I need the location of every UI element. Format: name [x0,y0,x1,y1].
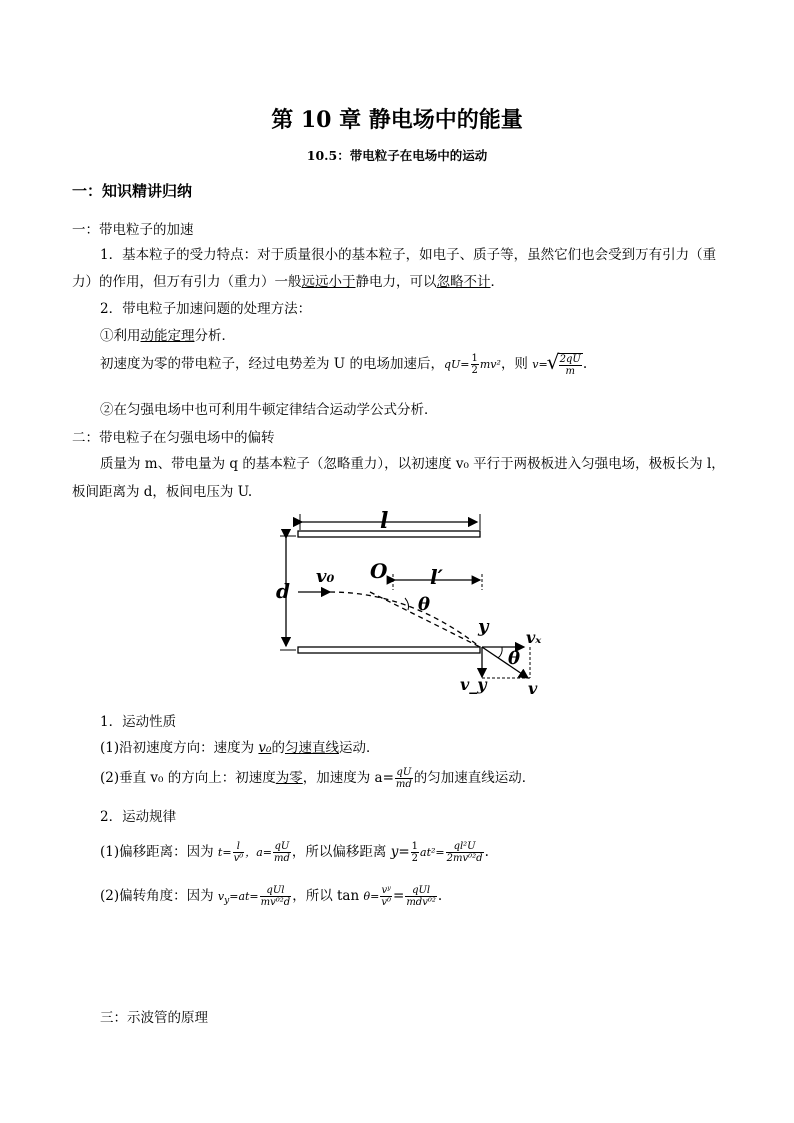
paragraph-newton: ②在匀强电场中也可利用牛顿定律结合运动学公式分析． [100,402,438,418]
label-l: l [380,508,389,534]
subheading-oscilloscope: 三：示波管的原理 [100,1010,208,1026]
paragraph-forces-1: 1．基本粒子的受力特点：对于质量很小的基本粒子，如电子、质子等，虽然它们也会受到万有引力（重 [100,247,717,263]
label-l-prime: l′ [430,565,443,589]
label-d: d [276,579,290,603]
paragraph-deflection-angle: (2)偏转角度：因为 $v_y=at=$ $\frac{\text{qUl}}{\text{mv⁰²d}}$ ，所以 tan θ= $\frac{\text{vʸ}}{\text{v⁰}}$ = $\frac{\text{qUl}}{\text{mdv⁰²}}$ . [100,885,443,908]
subheading-acceleration: 一：带电粒子的加速 [72,222,194,238]
paragraph-setup-1: 质量为 m、带电量为 q 的基本粒子（忽略重力），以初速度 v₀ 平行于两极板进入匀强电场，极板长为 l， [100,456,725,472]
paragraph-acceleration-formula: 初速度为零的带电粒子，经过电势差为 U 的电场加速后，qU= $\frac{1}{2}$ mv²，则 v= √ $\frac{2qU}{m}$ . [100,352,587,377]
paragraph-deflection-distance: (1)偏移距离：因为 t= $\frac{l}{\text{v⁰}}$ ，a= $\frac{qU}{md}$ ，所以偏移距离 y= $\frac{1}{2}$ at²= $\frac{\text{ql²U}}{\text{2mv⁰²d}}$ . [100,841,489,864]
section-heading-1: 一：知识精讲归纳 [72,182,193,200]
label-theta-2: θ [508,648,521,669]
deflection-diagram [270,500,560,700]
paragraph-method: 2．带电粒子加速问题的处理方法： [100,301,312,317]
label-v: v [528,679,538,698]
label-y: y [478,616,489,637]
paragraph-forces-2: 力）的作用，但万有引力（重力）一般远远小于静电力，可以忽略不计． [72,274,504,290]
lower-plate [298,647,480,653]
heading-motion-laws: 2．运动规律 [100,809,177,825]
label-v0: v₀ [316,566,335,587]
paragraph-setup-2: 板间距离为 d，板间电压为 U. [72,484,253,500]
upper-plate [298,531,480,537]
label-O: O [370,559,388,583]
paragraph-initial-direction: (1)沿初速度方向：速度为 v₀的匀速直线运动． [100,740,380,756]
label-theta-1: θ [418,594,431,615]
page-subtitle: 10.5：带电粒子在电场中的运动 [306,148,488,163]
subheading-deflection: 二：带电粒子在匀强电场中的偏转 [72,430,275,446]
paragraph-energy-theorem: ①利用动能定理分析． [100,328,235,344]
heading-motion-nature: 1．运动性质 [100,714,177,730]
label-vy: v_y [460,675,487,694]
paragraph-perpendicular-direction: (2)垂直 v₀ 的方向上：初速度为零，加速度为 a= $\frac{qU}{md}$ 的匀加速直线运动． [100,767,536,790]
label-vx: vₓ [526,628,542,647]
page-title: 第 10 章 静电场中的能量 [271,107,523,133]
